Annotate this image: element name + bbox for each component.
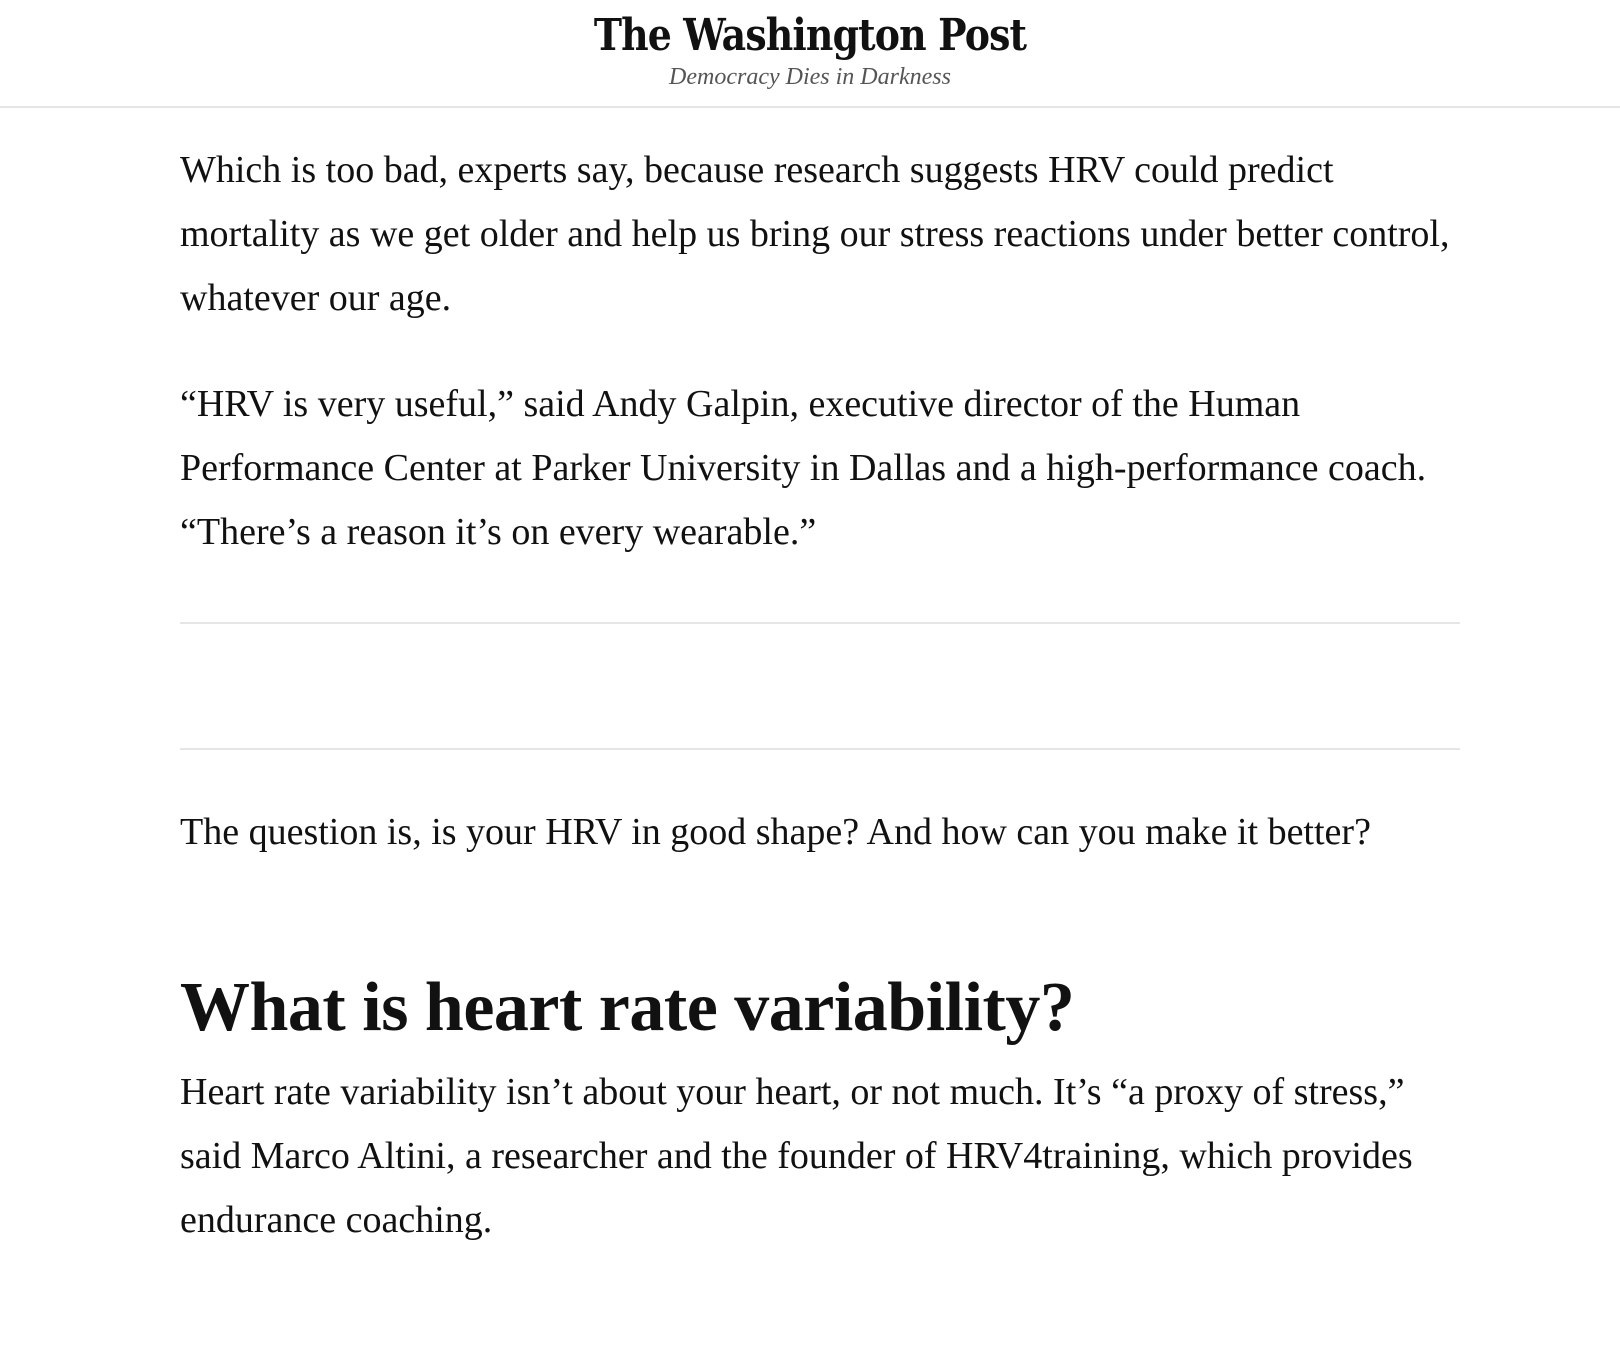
article-body xyxy=(180,138,1460,1294)
article-paragraph: Heart rate variability isn’t about your heart, or not much. It’s “a proxy of stress,” said Marco Altini, a researcher and the founder of HRV4training, which provides endurance coaching. xyxy=(180,1071,1413,1241)
masthead-tagline: Democracy Dies in Darkness xyxy=(669,64,951,90)
article-paragraph: “HRV is very useful,” said Andy Galpin, executive director of the Human Performance Center at Parker University in Dallas and a high-performance coach. “There’s a reason it’s on every wearable.” xyxy=(180,383,1427,553)
masthead xyxy=(0,0,1620,108)
article-paragraph: The question is, is your HRV in good shape? And how can you make it better? xyxy=(180,811,1371,853)
washington-post-logo[interactable]: The Washington Post xyxy=(593,10,1027,61)
section-heading: What is heart rate variability? xyxy=(180,969,1075,1046)
article-paragraph: Which is too bad, experts say, because research suggests HRV could predict mortality as we get older and help us bring our stress reactions under better control, whatever our age. xyxy=(180,149,1450,319)
ad-placeholder xyxy=(180,622,1460,750)
